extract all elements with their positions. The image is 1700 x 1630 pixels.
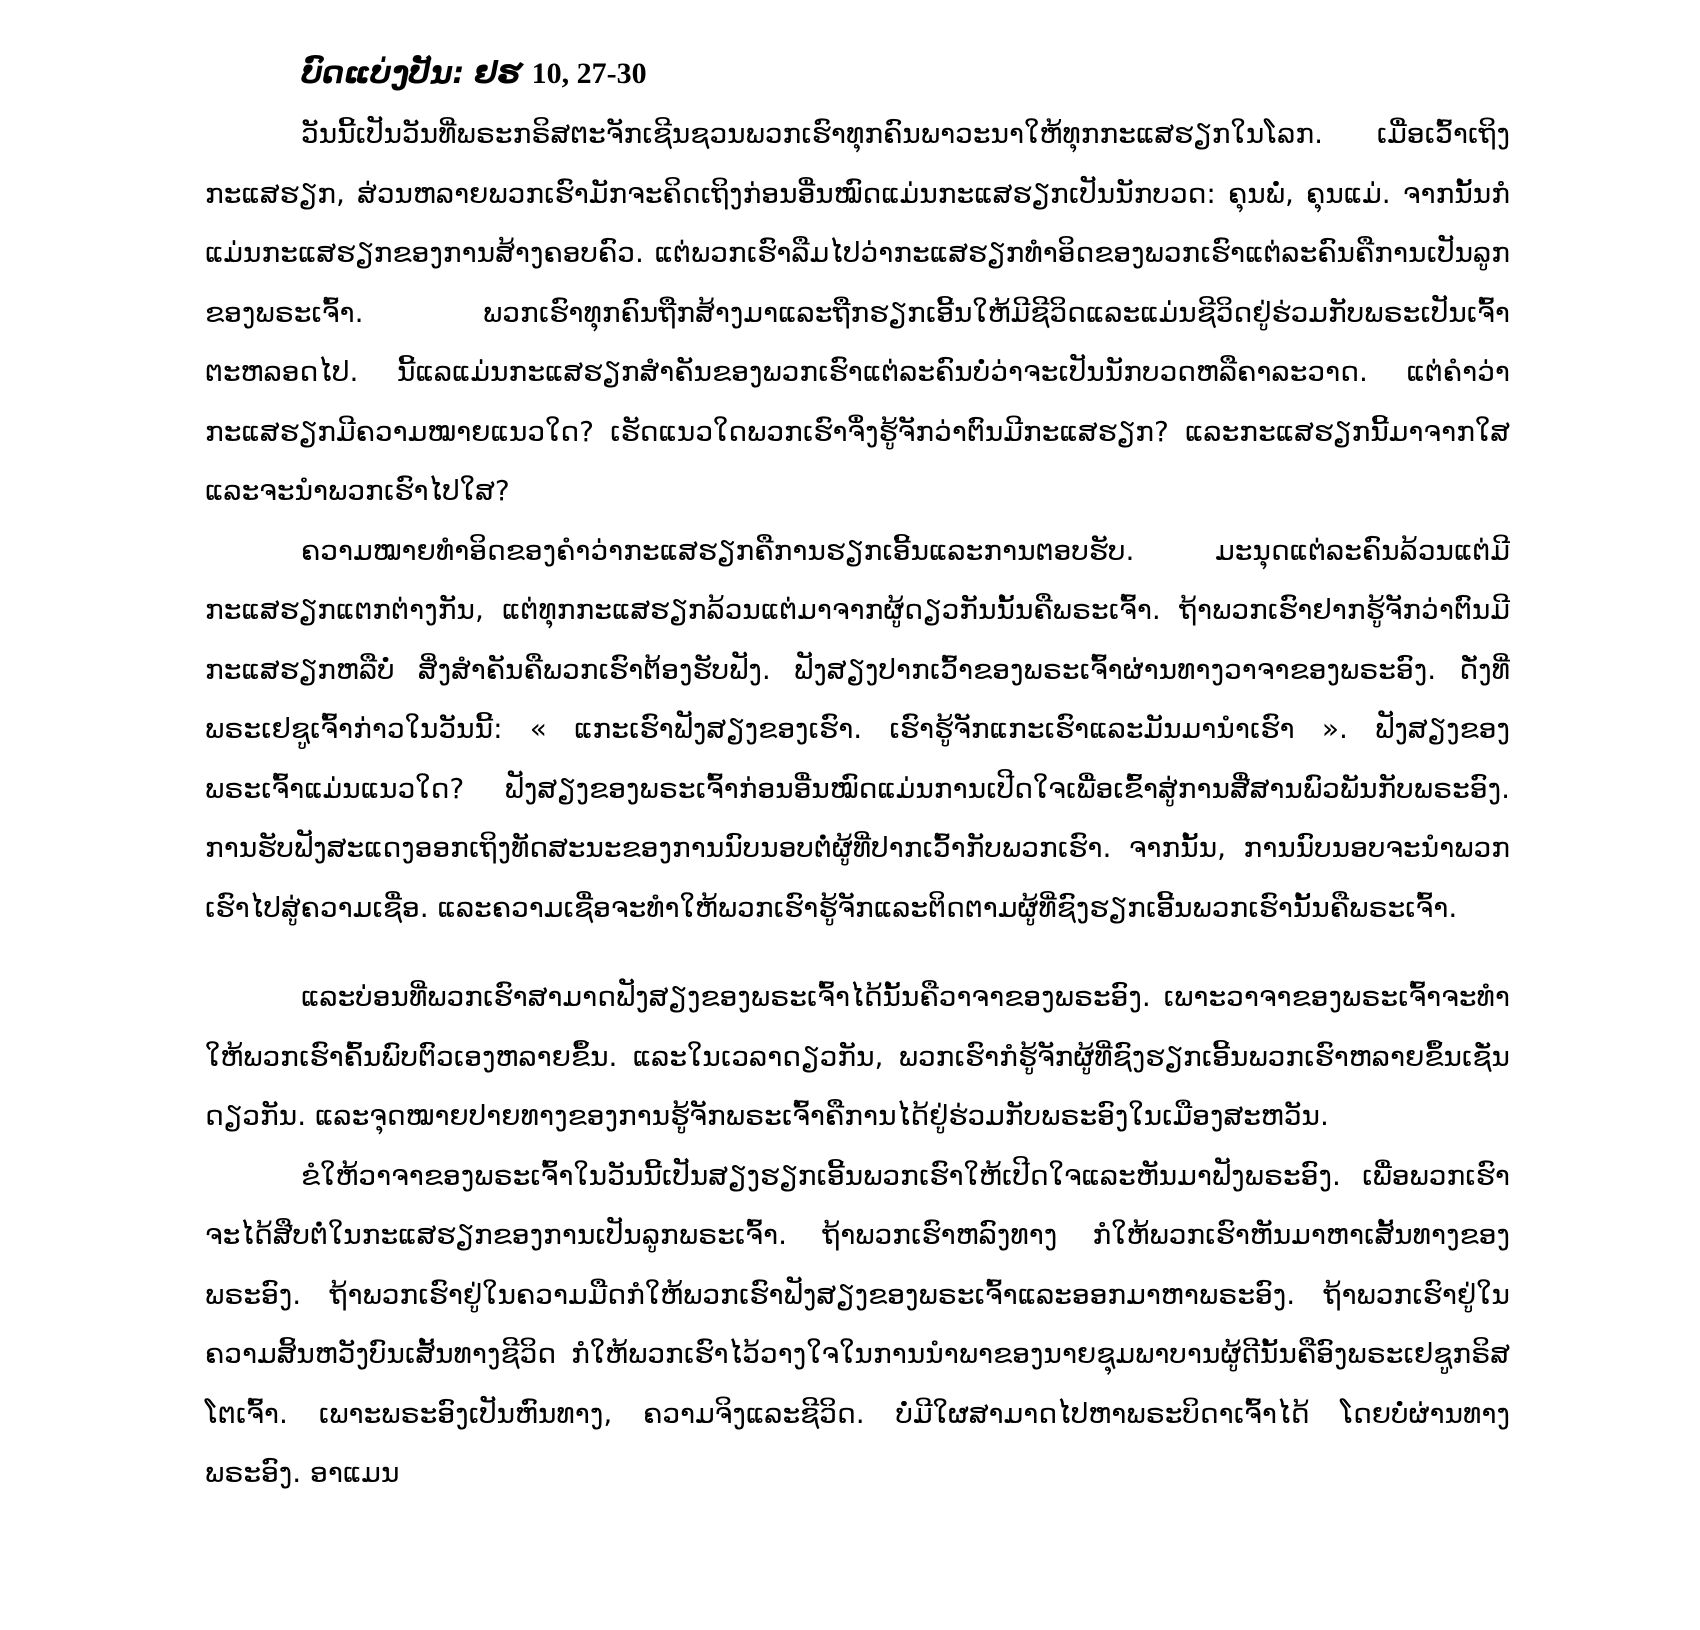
- heading-book: ຢຮ: [474, 56, 522, 91]
- paragraph-1: ວັນນີ້ເປັນວັນທີ່ພຣະກຣິສຕະຈັກເຊີນຊວນພວກເຮົາທຸກຄົນພາວະນາໃຫ້ທຸກກະແສຮຽກໃນໂລກ. ເມື່ອເວົ້າເຖິງກະແສຮຽກ, ສ່ວນຫລາຍພວກເຮົາມັກຈະຄິດເຖິງກ່ອນອື່ນໝົດແມ່ນກະແສຮຽກເປັນນັກບວດ: ຄຸນພໍ່, ຄຸນແມ່. ຈາກນັ້ນກໍແມ່ນກະແສຮຽກຂອງການສ້າງຄອບຄົວ. ແຕ່ພວກເຮົາລືມໄປວ່າກະແສຮຽກທໍາອິດຂອງພວກເຮົາແຕ່ລະຄົນຄືການເປັນລູກຂອງພຣະເຈົ້າ. ພວກເຮົາທຸກຄົນຖືກສ້າງມາແລະຖືກຮຽກເອີ້ນໃຫ້ມີຊີວິດແລະແມ່ນຊີວິດຢູ່ຮ່ວມກັບພຣະເປັນເຈົ້າຕະຫລອດໄປ. ນີ້ແລແມ່ນກະແສຮຽກສຳຄັນຂອງພວກເຮົາແຕ່ລະຄົນບໍ່ວ່າຈະເປັນນັກບວດຫລືຄາລະວາດ. ແຕ່ຄໍາວ່າກະແສຮຽກມີຄວາມໝາຍແນວໃດ? ເຮັດແນວໃດພວກເຮົາຈຶ່ງຮູ້ຈັກວ່າຕົນມີກະແສຮຽກ? ແລະກະແສຮຽກນີ້ມາຈາກໃສແລະຈະນໍາພວກເຮົາໄປໃສ?: [205, 117, 1510, 507]
- reading-heading: [301, 50, 1510, 98]
- heading-reference: 10, 27-30: [531, 57, 647, 90]
- paragraph-4: ຂໍໃຫ້ວາຈາຂອງພຣະເຈົ້າໃນວັນນີ້ເປັນສຽງຮຽກເອີ້ນພວກເຮົາໃຫ້ເປີດໃຈແລະຫັນມາຟັງພຣະອົງ. ເພື່ອພວກເຮົາຈະໄດ້ສືບຕໍ່ໃນກະແສຮຽກຂອງການເປັນລູກພຣະເຈົ້າ. ຖ້າພວກເຮົາຫລົງທາງ ກໍໃຫ້ພວກເຮົາຫັນມາຫາເສັ້ນທາງຂອງພຣະອົງ. ຖ້າພວກເຮົາຢູ່ໃນຄວາມມືດກໍໃຫ້ພວກເຮົາຟັງສຽງຂອງພຣະເຈົ້າແລະອອກມາຫາພຣະອົງ. ຖ້າພວກເຮົາຢູ່ໃນຄວາມສິ້ນຫວັງບົນເສັ້ນທາງຊີວິດ ກໍໃຫ້ພວກເຮົາໄວ້ວາງໃຈໃນການນໍາພາຂອງນາຍຊຸມພາບານຜູ້ດີນັ້ນຄືອົງພຣະເຢຊູກຣິສໂຕເຈົ້າ. ເພາະພຣະອົງເປັນຫົນທາງ, ຄວາມຈິງແລະຊີວິດ. ບໍ່ມີໃຜສາມາດໄປຫາພຣະບິດາເຈົ້າໄດ້ ໂດຍບໍ່ຜ່ານທາງພຣະອົງ. ອາແມນ: [205, 1158, 1510, 1489]
- paragraph-2: ຄວາມໝາຍທໍາອິດຂອງຄໍາວ່າກະແສຮຽກຄືການຮຽກເອີ້ນແລະການຕອບຮັບ. ມະນຸດແຕ່ລະຄົນລ້ວນແຕ່ມີກະແສຮຽກແຕກຕ່າງກັນ, ແຕ່ທຸກກະແສຮຽກລ້ວນແຕ່ມາຈາກຜູ້ດຽວກັນນັ້ນຄືພຣະເຈົ້າ. ຖ້າພວກເຮົາຢາກຮູ້ຈັກວ່າຕົນມີກະແສຮຽກຫລືບໍ່ ສິ່ງສຳຄັນຄືພວກເຮົາຕ້ອງຮັບຟັງ. ຟັງສຽງປາກເວົ້າຂອງພຣະເຈົ້າຜ່ານທາງວາຈາຂອງພຣະອົງ. ດັ່ງທີ່ພຣະເຢຊູເຈົ້າກ່າວໃນວັນນີ້: « ແກະເຮົາຟັງສຽງຂອງເຮົາ. ເຮົາຮູ້ຈັກແກະເຮົາແລະມັນມານໍາເຮົາ ». ຟັງສຽງຂອງພຣະເຈົ້າແມ່ນແນວໃດ? ຟັງສຽງຂອງພຣະເຈົ້າກ່ອນອື່ນໝົດແມ່ນການເປີດໃຈເພື່ອເຂົ້າສູ່ການສື່ສານພົວພັນກັບພຣະອົງ. ການຮັບຟັງສະແດງອອກເຖິງທັດສະນະຂອງການນົບນອບຕໍ່ຜູ້ທີ່ປາກເວົ້າກັບພວກເຮົາ. ຈາກນັ້ນ, ການນົບນອບຈະນໍາພວກເຮົາໄປສູ່ຄວາມເຊື່ອ. ແລະຄວາມເຊື່ອຈະທໍາໃຫ້ພວກເຮົາຮູ້ຈັກແລະຕິດຕາມຜູ້ທີ່ຊົງຮຽກເອີ້ນພວກເຮົານັ້ນຄືພຣະເຈົ້າ.: [205, 533, 1510, 924]
- heading-title: ບົດແບ່ງປັນ:: [301, 56, 465, 91]
- paragraph-3: ແລະບ່ອນທີ່ພວກເຮົາສາມາດຟັງສຽງຂອງພຣະເຈົ້າໄດ້ນັ້ນຄືວາຈາຂອງພຣະອົງ. ເພາະວາຈາຂອງພຣະເຈົ້າຈະທໍາໃຫ້ພວກເຮົາຄົ້ນພົບຕົວເອງຫລາຍຂຶ້ນ. ແລະໃນເວລາດຽວກັນ, ພວກເຮົາກໍຮູ້ຈັກຜູ້ທີ່ຊົງຮຽກເອີ້ນພວກເຮົາຫລາຍຂຶ້ນເຊັ່ນດຽວກັນ. ແລະຈຸດໝາຍປາຍທາງຂອງການຮູ້ຈັກພຣະເຈົ້າຄືການໄດ້ຢູ່ຮ່ວມກັບພຣະອົງໃນເມືອງສະຫວັນ.: [205, 980, 1510, 1132]
- document-body: [205, 50, 1510, 1503]
